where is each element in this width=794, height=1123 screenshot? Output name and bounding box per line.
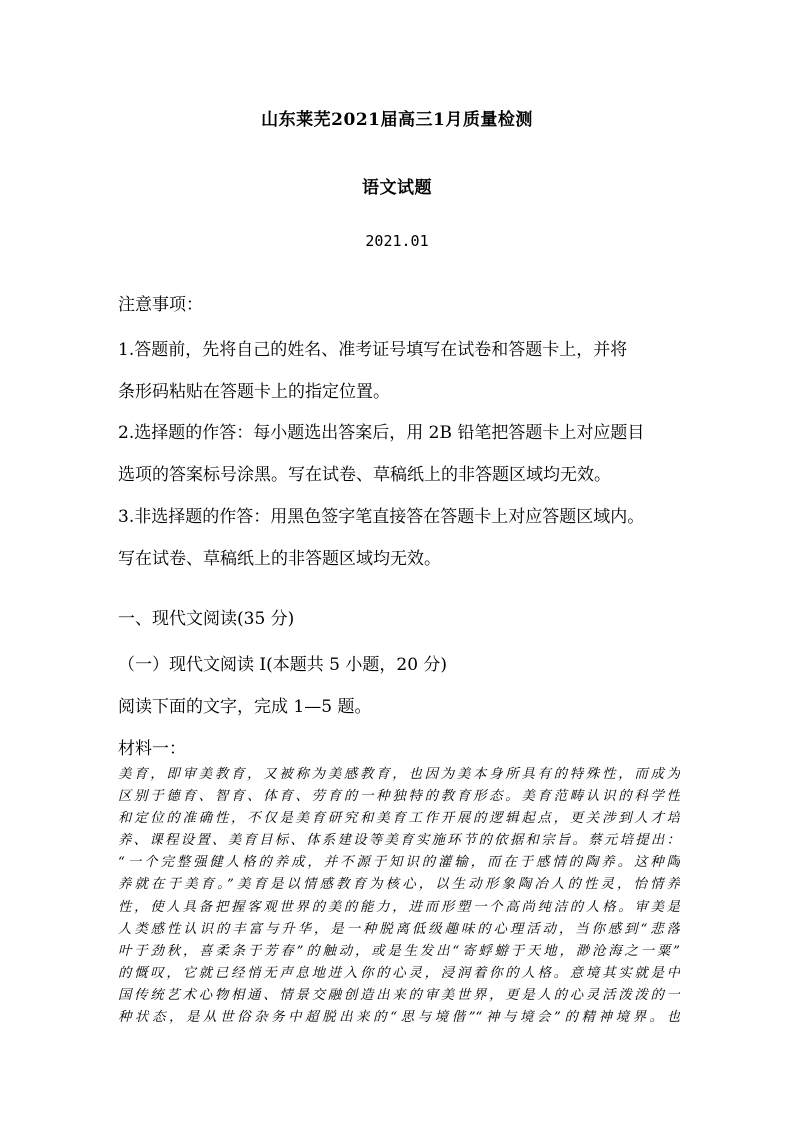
note-line-4: 选项的答案标号涂黑。写在试卷、草稿纸上的非答题区域均无效。 — [118, 465, 611, 485]
passage-line: 性，使人具备把握客观世界的美的能力，进而形塑一个高尚纯洁的人格。审美是 — [118, 899, 680, 915]
passage-line: 叶于劲秋，喜柔条于芳春”的触动，或是生发出“寄蜉蝣于天地，渺沧海之一粟” — [118, 943, 680, 959]
passage-line: 美育，即审美教育，又被称为美感教育，也因为美本身所具有的特殊性，而成为 — [118, 767, 680, 782]
material-label: 材料一： — [118, 739, 186, 759]
reading-instruction: 阅读下面的文字，完成 1—5 题。 — [118, 697, 372, 717]
passage-line: 区别于德育、智育、体育、劳育的一种独特的教育形态。美育范畴认识的科学性 — [118, 789, 680, 805]
exam-title: 山东莱芜2021届高三1月质量检测 — [261, 110, 533, 130]
passage-line: 的慨叹，它就已经悄无声息地进入你的心灵，浸润着你的人格。意境其实就是中 — [118, 965, 680, 981]
exam-date: 2021.01 — [365, 232, 429, 250]
note-line-6: 写在试卷、草稿纸上的非答题区域均无效。 — [118, 549, 441, 569]
passage-line: 种状态，是从世俗杂务中超脱出来的“思与境偕”“神与境会”的精神境界。也 — [118, 1010, 680, 1026]
note-line-5: 3.非选择题的作答：用黑色签字笔直接答在答题卡上对应答题区域内。 — [118, 507, 645, 527]
passage-line: 人类感性认识的丰富与升华，是一种脱离低级趣味的心理活动，当你感到“悲落 — [118, 921, 680, 937]
passage-line: 和定位的准确性，不仅是美育研究和美育工作开展的逻辑起点，更关涉到人才培 — [118, 811, 680, 827]
passage-line: 国传统艺术心物相通、情景交融创造出来的审美世界，更是人的心灵活泼泼的一 — [118, 987, 680, 1003]
notes-heading: 注意事项： — [118, 295, 203, 315]
passage-line: 养就在于美育。”美育是以情感教育为核心，以生动形象陶冶人的性灵，怡情养 — [118, 877, 680, 893]
note-line-2: 条形码粘贴在答题卡上的指定位置。 — [118, 382, 390, 402]
note-line-1: 1.答题前，先将自己的姓名、准考证号填写在试卷和答题卡上，并将 — [118, 340, 628, 360]
note-line-3: 2.选择题的作答：每小题选出答案后，用 2B 铅笔把答题卡上对应题目 — [118, 423, 645, 443]
passage-line: “一个完整强健人格的养成，并不源于知识的灌输，而在于感情的陶养。这种陶 — [118, 855, 680, 871]
passage-line: 养、课程设置、美育目标、体系建设等美育实施环节的依据和宗旨。蔡元培提出： — [118, 833, 680, 849]
subsection-heading: （一）现代文阅读 I(本题共 5 小题，20 分) — [118, 655, 448, 675]
section-heading: 一、现代文阅读(35 分) — [118, 609, 295, 629]
subject-title: 语文试题 — [362, 178, 432, 198]
material-passage — [118, 764, 680, 1029]
